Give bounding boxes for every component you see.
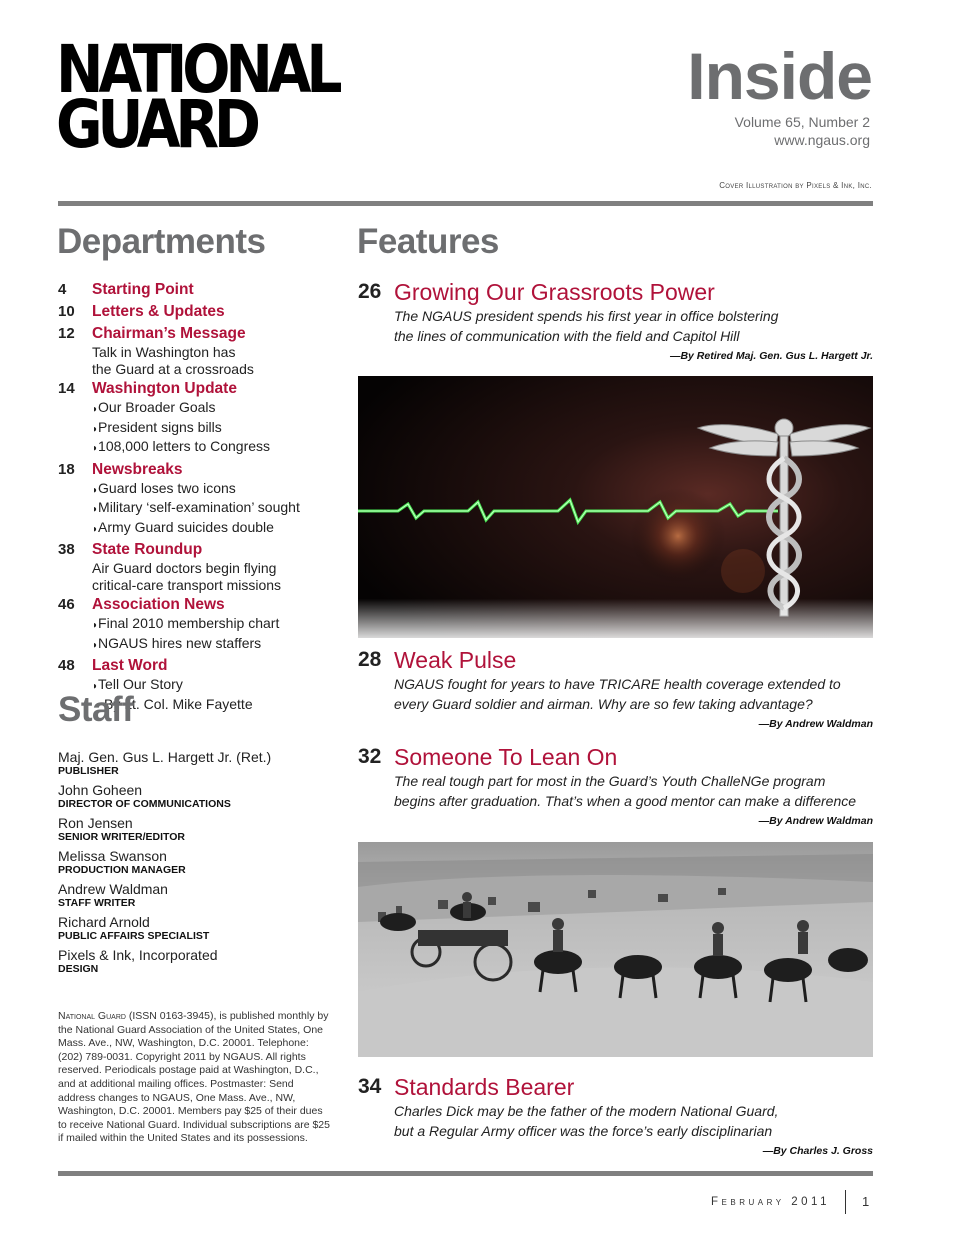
staff-name: Richard Arnold <box>58 914 150 930</box>
staff-member <box>58 848 338 876</box>
department-title[interactable]: Association News <box>92 596 225 613</box>
staff-name: Maj. Gen. Gus L. Hargett Jr. (Ret.) <box>58 749 272 765</box>
staff-role: PUBLISHER <box>58 765 119 777</box>
feature-description-line: the lines of communication with the field and Capitol Hill <box>394 327 740 344</box>
volume-number: Volume 65, Number 2 <box>734 114 870 130</box>
feature-description-line: every Guard soldier and airman. Why are so few taking advantage? <box>394 695 813 712</box>
department-page: 4 <box>58 281 67 298</box>
volume-info <box>735 113 870 149</box>
feature-description-line: but a Regular Army officer was the force’s early disciplinarian <box>394 1122 773 1139</box>
feature-page: 34 <box>358 1075 382 1098</box>
staff-member <box>58 815 338 843</box>
issue-date: February 2011 <box>711 1196 830 1208</box>
department-item[interactable] <box>58 302 338 322</box>
feature-byline: —By Andrew Waldman <box>758 718 873 730</box>
feature-description <box>394 1102 873 1141</box>
department-title[interactable]: Starting Point <box>92 281 194 298</box>
staff-list <box>58 749 338 980</box>
department-bullet: ◗ Army Guard suicides double <box>92 519 338 539</box>
national-guard-logo <box>56 31 346 164</box>
feature-byline: —By Retired Maj. Gen. Gus L. Hargett Jr. <box>669 350 873 362</box>
department-bullet: ◗ Military ‘self-examination’ sought <box>92 499 338 519</box>
staff-name: John Goheen <box>58 782 143 798</box>
department-bullet: ◗ Guard loses two icons <box>92 480 338 500</box>
top-rule <box>58 201 873 206</box>
staff-role: SENIOR WRITER/EDITOR <box>58 831 185 843</box>
colophon-text: (ISSN 0163-3945), is published monthly by the National Guard Association of the United States, One Mass. Ave., NW, Washington, D.C. 20001. Telephone: (202) 789-0031. Copyright 2011 by NGAUS. All rights reserved. Periodicals postage paid at Washington, D.C., and at additional mailing offices. Postmaster: Send address changes to NGAUS, One Mass. Ave., NW, Washington, D.C. 20001. Members pay $25 of their dues to receive National Guard. Individual subscriptions are $25 if mailed within the United States and its possessions. <box>58 1010 330 1145</box>
department-title[interactable]: Washington Update <box>92 380 237 397</box>
feature-item[interactable] <box>358 1074 873 1157</box>
department-page: 38 <box>58 541 75 558</box>
staff-name: Pixels & Ink, Incorporated <box>58 947 218 963</box>
staff-name: Melissa Swanson <box>58 848 167 864</box>
department-item[interactable] <box>58 540 338 593</box>
colophon-publication-name: National Guard <box>58 1010 126 1022</box>
footer-divider <box>845 1190 846 1214</box>
feature-item[interactable] <box>358 279 873 362</box>
department-summary: the Guard at a crossroads <box>92 360 254 377</box>
department-title[interactable]: Chairman’s Message <box>92 325 246 342</box>
staff-role: DIRECTOR OF COMMUNICATIONS <box>58 798 231 810</box>
feature-page: 26 <box>358 280 382 303</box>
page-number: 1 <box>862 1194 870 1209</box>
bottom-rule <box>58 1171 873 1176</box>
department-item[interactable] <box>58 280 338 300</box>
staff-member <box>58 914 338 942</box>
department-bullet: ◗ Our Broader Goals <box>92 399 338 419</box>
department-page: 10 <box>58 303 75 320</box>
feature-description <box>394 307 873 346</box>
feature-description-line: Charles Dick may be the father of the modern National Guard, <box>394 1103 779 1119</box>
feature-item[interactable] <box>358 744 873 827</box>
department-title[interactable]: State Roundup <box>92 541 203 558</box>
feature-title[interactable]: Standards Bearer <box>394 1074 575 1100</box>
staff-member <box>58 749 338 777</box>
department-summary: Air Guard doctors begin flying <box>92 560 277 576</box>
feature-item[interactable] <box>358 647 873 730</box>
website-link[interactable]: www.ngaus.org <box>774 132 870 148</box>
cover-credit: Cover Illustration by Pixels & Ink, Inc. <box>719 181 872 190</box>
department-item[interactable] <box>58 460 338 539</box>
feature-page: 28 <box>358 648 382 671</box>
department-page: 18 <box>58 460 75 478</box>
publication-colophon <box>58 1010 333 1146</box>
historic-cavalry-photo <box>358 842 873 1057</box>
department-title[interactable]: Last Word <box>92 657 168 674</box>
staff-heading: Staff <box>58 690 134 729</box>
staff-role: PUBLIC AFFAIRS SPECIALIST <box>58 930 210 942</box>
departments-heading: Departments <box>57 222 266 261</box>
feature-description-line: The NGAUS president spends his first year in office bolstering <box>394 308 779 324</box>
department-summary: Talk in Washington has <box>92 344 236 360</box>
staff-role: DESIGN <box>58 963 99 975</box>
feature-byline: —By Charles J. Gross <box>762 1145 873 1157</box>
logo-line-1: NATIONAL <box>56 31 338 108</box>
feature-description <box>394 772 873 811</box>
department-item[interactable] <box>58 379 338 458</box>
department-bullet: ◗ 108,000 letters to Congress <box>92 438 338 458</box>
caduceus-illustration <box>358 376 873 638</box>
feature-description <box>394 675 873 714</box>
department-title[interactable]: Newsbreaks <box>92 460 183 478</box>
staff-name: Andrew Waldman <box>58 881 168 897</box>
staff-member <box>58 947 338 975</box>
department-bullet: ◗ NGAUS hires new staffers <box>92 635 338 655</box>
staff-name: Ron Jensen <box>58 815 133 831</box>
department-item[interactable] <box>58 595 338 654</box>
department-bullet: ◗ Tell Our Story <box>92 676 338 696</box>
feature-title[interactable]: Someone To Lean On <box>394 744 618 770</box>
department-page: 12 <box>58 325 75 342</box>
staff-role: PRODUCTION MANAGER <box>58 864 186 876</box>
staff-member <box>58 881 338 909</box>
logo-line-2: GUARD <box>56 86 256 164</box>
features-heading: Features <box>357 222 499 261</box>
department-title[interactable]: Letters & Updates <box>92 303 225 320</box>
feature-description-line: The real tough part for most in the Guard’s Youth ChalleNGe program <box>394 773 826 789</box>
feature-title[interactable]: Growing Our Grassroots Power <box>394 279 715 305</box>
feature-byline: —By Andrew Waldman <box>758 815 873 827</box>
department-page: 48 <box>58 657 75 674</box>
departments-list <box>58 280 338 714</box>
department-byline: By Lt. Col. Mike Fayette <box>104 695 253 712</box>
feature-description-line: NGAUS fought for years to have TRICARE health coverage extended to <box>394 676 841 692</box>
inside-title: Inside <box>687 39 872 113</box>
department-summary: critical-care transport missions <box>92 576 282 593</box>
feature-page: 32 <box>358 745 382 768</box>
department-bullet: ◗ Final 2010 membership chart <box>92 615 338 635</box>
department-bullet: ◗ President signs bills <box>92 419 338 439</box>
feature-title[interactable]: Weak Pulse <box>394 647 517 673</box>
department-page: 14 <box>58 380 75 397</box>
department-item[interactable] <box>58 324 338 377</box>
staff-member <box>58 782 338 810</box>
staff-role: STAFF WRITER <box>58 897 136 909</box>
feature-description-line: begins after graduation. That’s when a good mentor can make a difference <box>394 792 857 809</box>
department-page: 46 <box>58 596 75 613</box>
